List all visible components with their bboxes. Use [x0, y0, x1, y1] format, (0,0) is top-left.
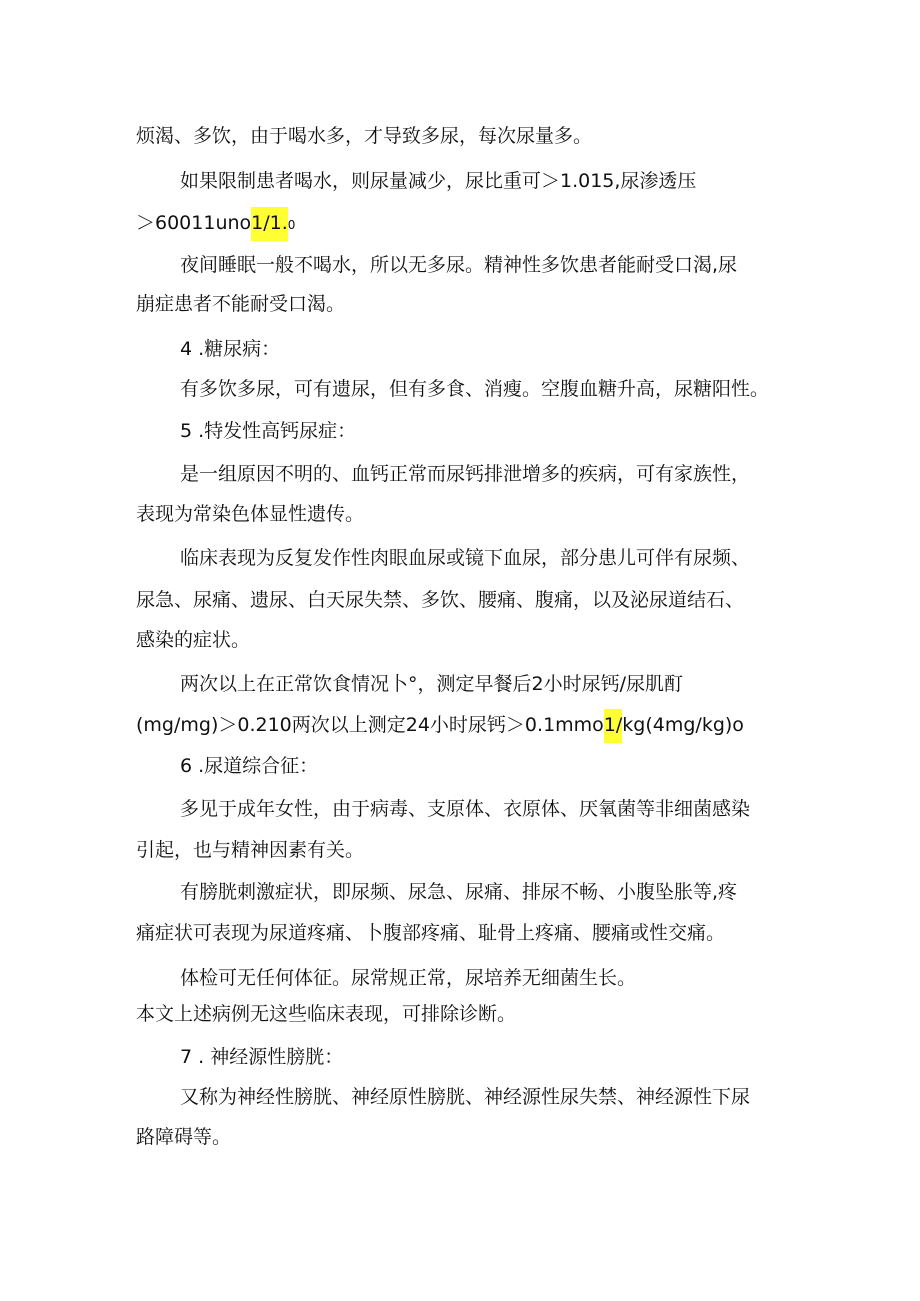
paragraph-line [136, 207, 295, 241]
section-heading: 5 .特发性高钙尿症： [180, 420, 357, 442]
paragraph-line: 有膀胱刺激症状，即尿频、尿急、尿痛、排尿不畅、小腹坠胀等,疼 [180, 881, 738, 903]
paragraph-line: 表现为常染色体显性遗传。 [136, 503, 365, 525]
paragraph-line: 崩症患者不能耐受口渴。 [136, 293, 346, 315]
paragraph-line: 夜间睡眠一般不喝水，所以无多尿。精神性多饮患者能耐受口渴,尿 [180, 254, 738, 276]
paragraph-line: 是一组原因不明的、血钙正常而尿钙排泄增多的疾病，可有家族性， [180, 463, 751, 485]
paragraph-line: 本文上述病例无这些临床表现，可排除诊断。 [136, 1003, 517, 1025]
paragraph-line [136, 709, 744, 743]
paragraph-line: 两次以上在正常饮食情况卜°，测定早餐后2小时尿钙/尿肌酊 [180, 673, 683, 695]
paragraph-line: 烦渴、多饮，由于喝水多，才导致多尿，每次尿量多。 [136, 125, 593, 147]
paragraph-line: 临床表现为反复发作性肉眼血尿或镜下血尿，部分患儿可伴有尿频、 [180, 547, 751, 569]
paragraph-line: 尿急、尿痛、遗尿、白天尿失禁、多饮、腰痛、腹痛，以及泌尿道结石、 [136, 589, 745, 611]
paragraph-line: 感染的症状。 [136, 629, 251, 651]
paragraph-line: 路障碍等。 [136, 1126, 232, 1148]
paragraph-line: 如果限制患者喝水，则尿量减少，尿比重可＞1.015,尿渗透压 [180, 170, 697, 192]
section-heading: 4 .糖尿病： [180, 338, 281, 360]
section-heading: 7 . 神经源性膀胱： [180, 1046, 344, 1068]
paragraph-line: 有多饮多尿，可有遗尿，但有多食、消瘦。空腹血糖升高，尿糖阳性。 [180, 378, 770, 400]
line-text: 0 [287, 218, 296, 232]
section-heading: 6 .尿道综合征： [180, 755, 319, 777]
paragraph-line: 又称为神经性膀胱、神经原性膀胱、神经源性尿失禁、神经源性下尿 [180, 1086, 751, 1108]
paragraph-line: 引起，也与精神因素有关。 [136, 839, 365, 861]
line-text: (mg/mg)＞0.210两次以上测定24小时尿钙＞0.1mmo [136, 714, 604, 736]
paragraph-line: 体检可无任何体征。尿常规正常，尿培养无细菌生长。 [180, 967, 637, 989]
paragraph-line: 多见于成年女性，由于病毒、支原体、衣原体、厌氧菌等非细菌感染 [180, 798, 751, 820]
highlighted-text: 1/1. [251, 207, 288, 241]
line-text: ＞60011uno [136, 212, 252, 234]
line-text: kg(4mg/kg)o [622, 714, 744, 736]
paragraph-line: 痛症状可表现为尿道疼痛、卜腹部疼痛、耻骨上疼痛、腰痛或性交痛。 [136, 922, 726, 944]
highlighted-text: 1/ [604, 709, 623, 743]
